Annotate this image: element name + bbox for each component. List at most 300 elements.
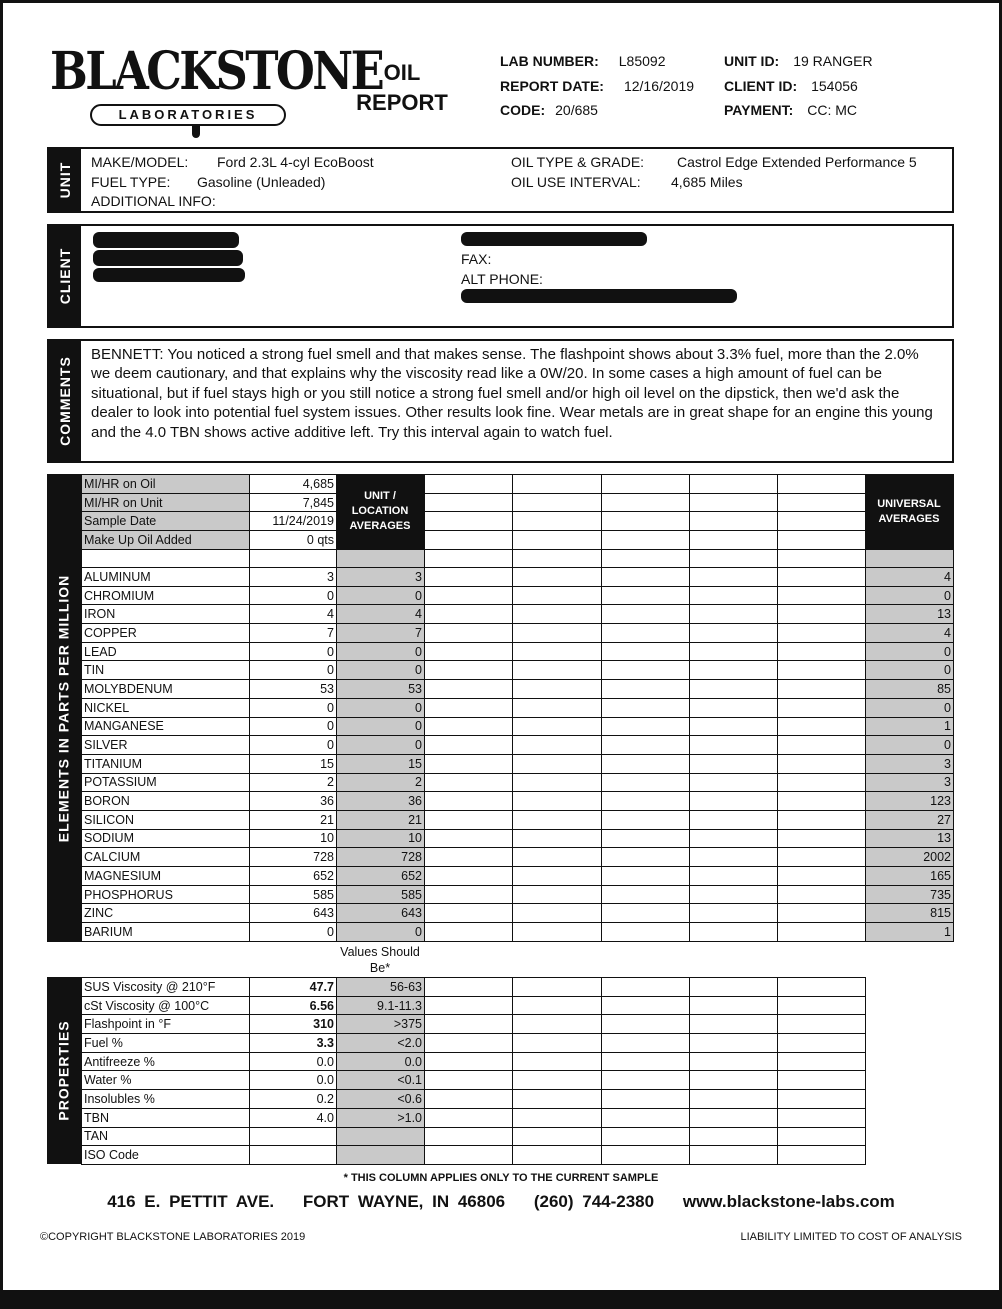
element-value: 21 xyxy=(250,810,337,829)
redaction-bar xyxy=(93,268,245,282)
property-value: 47.7 xyxy=(250,978,337,997)
history-cell xyxy=(778,531,866,550)
comments-text: BENNETT: You noticed a strong fuel smell and that makes sense. The flashpoint shows about 3.3% fuel, more than the 2.0% we deem cautionary, and that explains why the viscosity read like a 0W/20. In some cases a high amount of fuel can be situational, but if fuel stays high or you still notice a strong fuel smell and/or high oil level on the dipstick, then we'd ask the dealer to look into potential fuel system issues. Other results look fine. Wear metals are in great shape for an engine this young and the 4.0 TBN shows active additive left. Try this interval again to watch fuel. xyxy=(91,346,933,441)
history-cell xyxy=(425,698,513,717)
blackstone-logo xyxy=(50,41,383,142)
history-cell xyxy=(602,867,690,886)
history-cell xyxy=(425,754,513,773)
element-unit-average: 652 xyxy=(337,867,425,886)
history-cell xyxy=(778,624,866,643)
history-cell xyxy=(602,978,690,997)
property-value: 0.2 xyxy=(250,1090,337,1109)
history-cell xyxy=(513,698,602,717)
table-row xyxy=(82,978,866,997)
history-cell xyxy=(425,996,513,1015)
street-address: 416 E. PETTIT AVE. xyxy=(107,1192,275,1211)
history-cell xyxy=(602,698,690,717)
history-cell xyxy=(513,568,602,587)
property-should-be: <0.1 xyxy=(337,1071,425,1090)
property-should-be: >1.0 xyxy=(337,1108,425,1127)
table-row xyxy=(82,680,954,699)
element-unit-average: 15 xyxy=(337,754,425,773)
history-cell xyxy=(690,698,778,717)
history-cell xyxy=(690,754,778,773)
history-cell xyxy=(690,867,778,886)
element-name: TIN xyxy=(82,661,250,680)
payment xyxy=(724,102,857,118)
fax-label: FAX: xyxy=(461,251,492,267)
element-universal-average: 3 xyxy=(866,754,954,773)
element-name: MOLYBDENUM xyxy=(82,680,250,699)
history-cell xyxy=(425,624,513,643)
element-value: 0 xyxy=(250,717,337,736)
history-cell xyxy=(513,1090,602,1109)
element-value: 0 xyxy=(250,736,337,755)
history-cell xyxy=(513,1071,602,1090)
property-name: TBN xyxy=(82,1108,250,1127)
oil-type-value: Castrol Edge Extended Performance 5 xyxy=(677,154,917,170)
element-name: SILICON xyxy=(82,810,250,829)
history-cell xyxy=(425,531,513,550)
element-name: BARIUM xyxy=(82,923,250,942)
history-cell xyxy=(602,661,690,680)
history-cell xyxy=(690,773,778,792)
history-cell xyxy=(778,1127,866,1146)
history-cell xyxy=(778,568,866,587)
property-should-be: 56-63 xyxy=(337,978,425,997)
table-row xyxy=(82,923,954,942)
history-cell xyxy=(690,978,778,997)
properties-table xyxy=(81,977,866,1165)
history-cell xyxy=(602,1108,690,1127)
history-cell xyxy=(690,680,778,699)
element-universal-average: 123 xyxy=(866,792,954,811)
fuel-type-label: FUEL TYPE: xyxy=(91,174,171,190)
element-value: 36 xyxy=(250,792,337,811)
history-cell xyxy=(602,1090,690,1109)
unit-averages-header: UNIT / LOCATION AVERAGES xyxy=(336,474,424,549)
history-cell xyxy=(425,605,513,624)
elements-table xyxy=(81,567,954,942)
history-cell xyxy=(425,923,513,942)
history-cell xyxy=(602,996,690,1015)
history-cell xyxy=(425,512,513,531)
history-cell xyxy=(778,996,866,1015)
element-universal-average: 27 xyxy=(866,810,954,829)
element-name: CALCIUM xyxy=(82,848,250,867)
history-cell xyxy=(425,1090,513,1109)
history-cell xyxy=(513,680,602,699)
element-unit-average: 36 xyxy=(337,792,425,811)
table-row xyxy=(82,1034,866,1053)
element-unit-average: 0 xyxy=(337,717,425,736)
history-cell xyxy=(690,717,778,736)
history-cell xyxy=(778,1090,866,1109)
history-cell xyxy=(778,1034,866,1053)
history-cell xyxy=(690,531,778,550)
report-date-value: 12/16/2019 xyxy=(623,78,695,94)
history-cell xyxy=(425,680,513,699)
history-cell xyxy=(425,661,513,680)
history-cell xyxy=(602,848,690,867)
history-cell xyxy=(513,512,602,531)
history-cell xyxy=(690,586,778,605)
property-name: Water % xyxy=(82,1071,250,1090)
history-cell xyxy=(778,661,866,680)
title-line-1: OIL xyxy=(383,60,421,85)
history-cell xyxy=(602,923,690,942)
element-unit-average: 643 xyxy=(337,904,425,923)
history-cell xyxy=(425,978,513,997)
property-value: 0.0 xyxy=(250,1052,337,1071)
element-value: 4 xyxy=(250,605,337,624)
history-cell xyxy=(778,1015,866,1034)
table-row xyxy=(82,1146,866,1165)
history-cell xyxy=(602,1071,690,1090)
history-cell xyxy=(602,885,690,904)
element-unit-average: 0 xyxy=(337,923,425,942)
element-universal-average: 13 xyxy=(866,829,954,848)
fuel-type-value: Gasoline (Unleaded) xyxy=(197,174,326,190)
table-row xyxy=(82,531,954,550)
element-name: TITANIUM xyxy=(82,754,250,773)
property-name: cSt Viscosity @ 100°C xyxy=(82,996,250,1015)
lab-address xyxy=(0,1192,1002,1212)
history-cell xyxy=(513,1127,602,1146)
history-cell xyxy=(778,829,866,848)
property-should-be: <2.0 xyxy=(337,1034,425,1053)
history-cell xyxy=(690,475,778,494)
client-id xyxy=(724,78,858,94)
history-cell xyxy=(778,885,866,904)
history-cell xyxy=(778,923,866,942)
history-cell xyxy=(425,493,513,512)
logo-wordmark: BLACKSTONE xyxy=(50,41,383,102)
element-value: 652 xyxy=(250,867,337,886)
table-row xyxy=(82,1090,866,1109)
table-row xyxy=(82,512,954,531)
element-value: 585 xyxy=(250,885,337,904)
element-value: 643 xyxy=(250,904,337,923)
element-value: 0 xyxy=(250,642,337,661)
properties-tab: PROPERTIES xyxy=(47,977,81,1164)
history-cell xyxy=(513,829,602,848)
website-link[interactable]: www.blackstone-labs.com xyxy=(682,1192,895,1211)
property-value: 310 xyxy=(250,1015,337,1034)
property-should-be: 9.1-11.3 xyxy=(337,996,425,1015)
oil-interval-label: OIL USE INTERVAL: xyxy=(511,174,641,190)
table-row xyxy=(82,792,954,811)
code xyxy=(500,102,598,118)
history-cell xyxy=(425,904,513,923)
unit-id xyxy=(724,53,873,69)
history-cell xyxy=(690,512,778,531)
history-cell xyxy=(690,885,778,904)
sample-info-value: 11/24/2019 xyxy=(250,512,337,531)
report-date-label: REPORT DATE: xyxy=(500,78,604,94)
element-universal-average: 4 xyxy=(866,568,954,587)
history-cell xyxy=(602,773,690,792)
redaction-bar xyxy=(461,232,647,246)
history-cell xyxy=(778,792,866,811)
history-cell xyxy=(513,736,602,755)
table-row xyxy=(82,642,954,661)
history-cell xyxy=(602,568,690,587)
history-cell xyxy=(513,605,602,624)
history-cell xyxy=(602,624,690,643)
property-name: ISO Code xyxy=(82,1146,250,1165)
table-row xyxy=(82,661,954,680)
code-value: 20/685 xyxy=(555,102,598,118)
history-cell xyxy=(778,512,866,531)
history-cell xyxy=(513,717,602,736)
history-cell xyxy=(778,475,866,494)
element-name: MAGNESIUM xyxy=(82,867,250,886)
history-cell xyxy=(425,1146,513,1165)
history-cell xyxy=(425,1052,513,1071)
element-value: 7 xyxy=(250,624,337,643)
spacer-cell xyxy=(866,549,954,568)
history-cell xyxy=(690,605,778,624)
element-value: 728 xyxy=(250,848,337,867)
element-universal-average: 13 xyxy=(866,605,954,624)
history-cell xyxy=(602,792,690,811)
history-cell xyxy=(513,531,602,550)
history-cell xyxy=(513,642,602,661)
comments-section xyxy=(47,339,954,463)
report-date xyxy=(500,78,694,94)
oil-interval-value: 4,685 Miles xyxy=(671,174,743,190)
spacer-cell xyxy=(513,549,602,568)
comments-tab: COMMENTS xyxy=(49,341,81,461)
table-row xyxy=(82,754,954,773)
universal-averages-header: UNIVERSAL AVERAGES xyxy=(865,474,953,549)
history-cell xyxy=(778,1108,866,1127)
history-cell xyxy=(778,680,866,699)
element-unit-average: 10 xyxy=(337,829,425,848)
element-unit-average: 21 xyxy=(337,810,425,829)
history-cell xyxy=(778,754,866,773)
unit-tab: UNIT xyxy=(49,149,81,211)
history-cell xyxy=(425,1034,513,1053)
history-cell xyxy=(602,605,690,624)
history-cell xyxy=(778,867,866,886)
element-universal-average: 815 xyxy=(866,904,954,923)
history-cell xyxy=(513,848,602,867)
history-cell xyxy=(690,1108,778,1127)
property-name: Fuel % xyxy=(82,1034,250,1053)
element-universal-average: 0 xyxy=(866,642,954,661)
element-universal-average: 1 xyxy=(866,717,954,736)
history-cell xyxy=(513,661,602,680)
history-cell xyxy=(778,848,866,867)
spacer-cell xyxy=(602,549,690,568)
element-universal-average: 2002 xyxy=(866,848,954,867)
element-value: 3 xyxy=(250,568,337,587)
history-cell xyxy=(513,624,602,643)
history-cell xyxy=(778,493,866,512)
element-unit-average: 2 xyxy=(337,773,425,792)
spacer-cell xyxy=(425,549,513,568)
history-cell xyxy=(690,996,778,1015)
sample-info-value: 4,685 xyxy=(250,475,337,494)
history-cell xyxy=(513,885,602,904)
phone-number: (260) 744-2380 xyxy=(533,1192,655,1211)
table-row xyxy=(82,810,954,829)
element-name: ZINC xyxy=(82,904,250,923)
element-universal-average: 85 xyxy=(866,680,954,699)
element-name: ALUMINUM xyxy=(82,568,250,587)
history-cell xyxy=(602,531,690,550)
element-name: NICKEL xyxy=(82,698,250,717)
client-id-label: CLIENT ID: xyxy=(724,78,798,94)
history-cell xyxy=(513,1146,602,1165)
sample-info-value: 7,845 xyxy=(250,493,337,512)
history-cell xyxy=(425,792,513,811)
elements-tab: ELEMENTS IN PARTS PER MILLION xyxy=(47,474,81,942)
column-note: * THIS COLUMN APPLIES ONLY TO THE CURRENT SAMPLE xyxy=(343,1172,659,1184)
alt-phone-label: ALT PHONE: xyxy=(461,271,543,287)
sample-info-label: MI/HR on Oil xyxy=(82,475,250,494)
history-cell xyxy=(778,1052,866,1071)
history-cell xyxy=(425,829,513,848)
element-universal-average: 0 xyxy=(866,736,954,755)
history-cell xyxy=(425,586,513,605)
history-cell xyxy=(513,792,602,811)
element-name: SILVER xyxy=(82,736,250,755)
table-row xyxy=(82,867,954,886)
history-cell xyxy=(778,773,866,792)
history-cell xyxy=(425,810,513,829)
element-universal-average: 165 xyxy=(866,867,954,886)
history-cell xyxy=(513,978,602,997)
table-row xyxy=(82,475,954,494)
values-should-be-label: Values Should Be* xyxy=(340,945,420,975)
spacer-cell xyxy=(690,549,778,568)
table-row xyxy=(82,568,954,587)
history-cell xyxy=(513,810,602,829)
element-name: PHOSPHORUS xyxy=(82,885,250,904)
history-cell xyxy=(602,475,690,494)
element-unit-average: 728 xyxy=(337,848,425,867)
property-name: Flashpoint in °F xyxy=(82,1015,250,1034)
history-cell xyxy=(425,1015,513,1034)
history-cell xyxy=(602,810,690,829)
history-cell xyxy=(425,1071,513,1090)
history-cell xyxy=(602,1127,690,1146)
history-cell xyxy=(425,717,513,736)
lab-number-label: LAB NUMBER: xyxy=(500,53,599,69)
element-name: CHROMIUM xyxy=(82,586,250,605)
element-name: SODIUM xyxy=(82,829,250,848)
history-cell xyxy=(602,754,690,773)
history-cell xyxy=(690,1071,778,1090)
payment-label: PAYMENT: xyxy=(724,102,794,118)
history-cell xyxy=(513,493,602,512)
history-cell xyxy=(513,1034,602,1053)
history-cell xyxy=(690,624,778,643)
table-row xyxy=(82,1127,866,1146)
table-row xyxy=(82,736,954,755)
lab-number-value: L85092 xyxy=(618,53,666,69)
lab-number xyxy=(500,53,665,69)
history-cell xyxy=(778,1146,866,1165)
property-value: 3.3 xyxy=(250,1034,337,1053)
history-cell xyxy=(602,493,690,512)
history-cell xyxy=(602,512,690,531)
element-name: MANGANESE xyxy=(82,717,250,736)
property-should-be: <0.6 xyxy=(337,1090,425,1109)
element-value: 0 xyxy=(250,586,337,605)
property-value: 0.0 xyxy=(250,1071,337,1090)
history-cell xyxy=(425,475,513,494)
history-cell xyxy=(690,848,778,867)
history-cell xyxy=(690,568,778,587)
history-cell xyxy=(602,642,690,661)
history-cell xyxy=(778,736,866,755)
history-cell xyxy=(602,1015,690,1034)
history-cell xyxy=(778,904,866,923)
code-label: CODE: xyxy=(500,102,546,118)
element-value: 53 xyxy=(250,680,337,699)
element-unit-average: 0 xyxy=(337,586,425,605)
history-cell xyxy=(690,829,778,848)
history-cell xyxy=(690,1090,778,1109)
client-tab: CLIENT xyxy=(49,226,81,326)
history-cell xyxy=(690,642,778,661)
history-cell xyxy=(778,586,866,605)
element-value: 15 xyxy=(250,754,337,773)
spacer-row xyxy=(82,549,954,568)
make-model-value: Ford 2.3L 4-cyl EcoBoost xyxy=(217,154,374,170)
client-section xyxy=(47,224,954,328)
element-universal-average: 0 xyxy=(866,698,954,717)
history-cell xyxy=(690,1127,778,1146)
element-name: BORON xyxy=(82,792,250,811)
table-row xyxy=(82,773,954,792)
history-cell xyxy=(602,1034,690,1053)
element-unit-average: 585 xyxy=(337,885,425,904)
element-name: COPPER xyxy=(82,624,250,643)
table-row xyxy=(82,493,954,512)
redaction-bar xyxy=(461,289,737,303)
property-name: Antifreeze % xyxy=(82,1052,250,1071)
history-cell xyxy=(513,867,602,886)
history-cell xyxy=(690,1146,778,1165)
payment-value: CC: MC xyxy=(807,102,858,118)
element-value: 10 xyxy=(250,829,337,848)
element-unit-average: 7 xyxy=(337,624,425,643)
sample-info-table xyxy=(81,474,954,568)
history-cell xyxy=(778,810,866,829)
oil-type-label: OIL TYPE & GRADE: xyxy=(511,154,645,170)
element-unit-average: 0 xyxy=(337,698,425,717)
element-unit-average: 0 xyxy=(337,642,425,661)
property-name: TAN xyxy=(82,1127,250,1146)
history-cell xyxy=(513,996,602,1015)
table-row xyxy=(82,904,954,923)
title-line-2: REPORT xyxy=(356,90,448,115)
sample-info-label: Sample Date xyxy=(82,512,250,531)
table-row xyxy=(82,1052,866,1071)
history-cell xyxy=(690,792,778,811)
property-should-be xyxy=(337,1146,425,1165)
city-state-zip: FORT WAYNE, IN 46806 xyxy=(302,1192,506,1211)
element-unit-average: 4 xyxy=(337,605,425,624)
history-cell xyxy=(602,1052,690,1071)
element-universal-average: 0 xyxy=(866,661,954,680)
history-cell xyxy=(425,1127,513,1146)
